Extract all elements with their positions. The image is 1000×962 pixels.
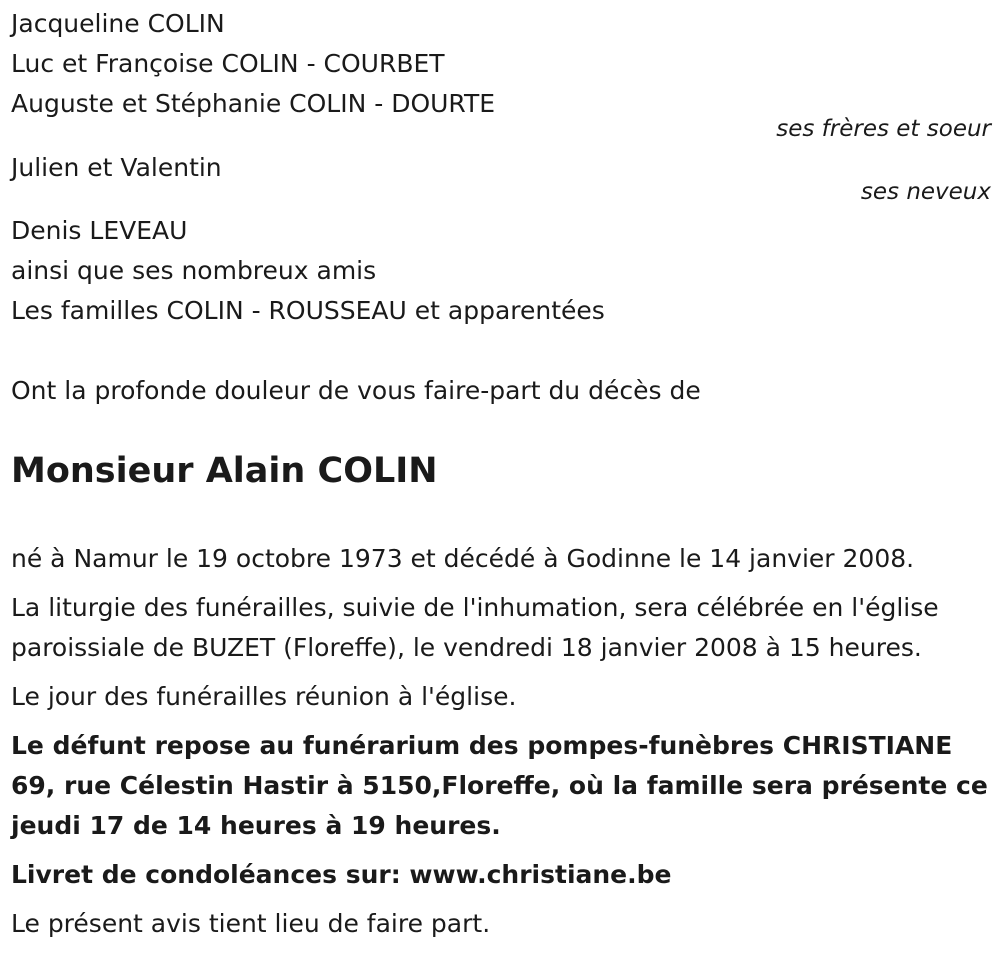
sibling-line: Jacqueline COLIN <box>11 9 225 38</box>
announcement-text: Ont la profonde douleur de vous faire-part du décès de <box>11 376 701 405</box>
deceased-name: Monsieur Alain COLIN <box>11 451 438 491</box>
sibling-line: Auguste et Stéphanie COLIN - DOURTE <box>11 89 496 118</box>
relative-line: Denis LEVEAU <box>11 216 188 245</box>
nephews-role: ses neveux <box>860 179 991 205</box>
birth-death-text: né à Namur le 19 octobre 1973 et décédé à Godinne le 14 janvier 2008. <box>11 544 915 573</box>
details-block <box>11 539 991 944</box>
siblings-role: ses frères et soeur <box>776 116 991 142</box>
nephews-line: Julien et Valentin <box>11 153 222 182</box>
relative-line: ainsi que ses nombreux amis <box>11 256 377 285</box>
funeral-home-text: Le défunt repose au funérarium des pompes-funèbres CHRISTIANE 69, rue Célestin Hastir à 5150,Floreffe, où la famille sera présente ce jeudi 17 de 14 heures à 19 heures. <box>11 731 988 840</box>
siblings-block <box>11 4 991 124</box>
meeting-text: Le jour des funérailles réunion à l'église. <box>11 682 517 711</box>
notice-text: Le présent avis tient lieu de faire part. <box>11 909 491 938</box>
condolences-text: Livret de condoléances sur: www.christiane.be <box>11 860 672 889</box>
sibling-line: Luc et Françoise COLIN - COURBET <box>11 49 445 78</box>
ceremony-text: La liturgie des funérailles, suivie de l'inhumation, sera célébrée en l'église paroissiale de BUZET (Floreffe), le vendredi 18 janvier 2008 à 15 heures. <box>11 593 939 662</box>
others-block <box>11 211 991 331</box>
relative-line: Les familles COLIN - ROUSSEAU et apparentées <box>11 296 605 325</box>
